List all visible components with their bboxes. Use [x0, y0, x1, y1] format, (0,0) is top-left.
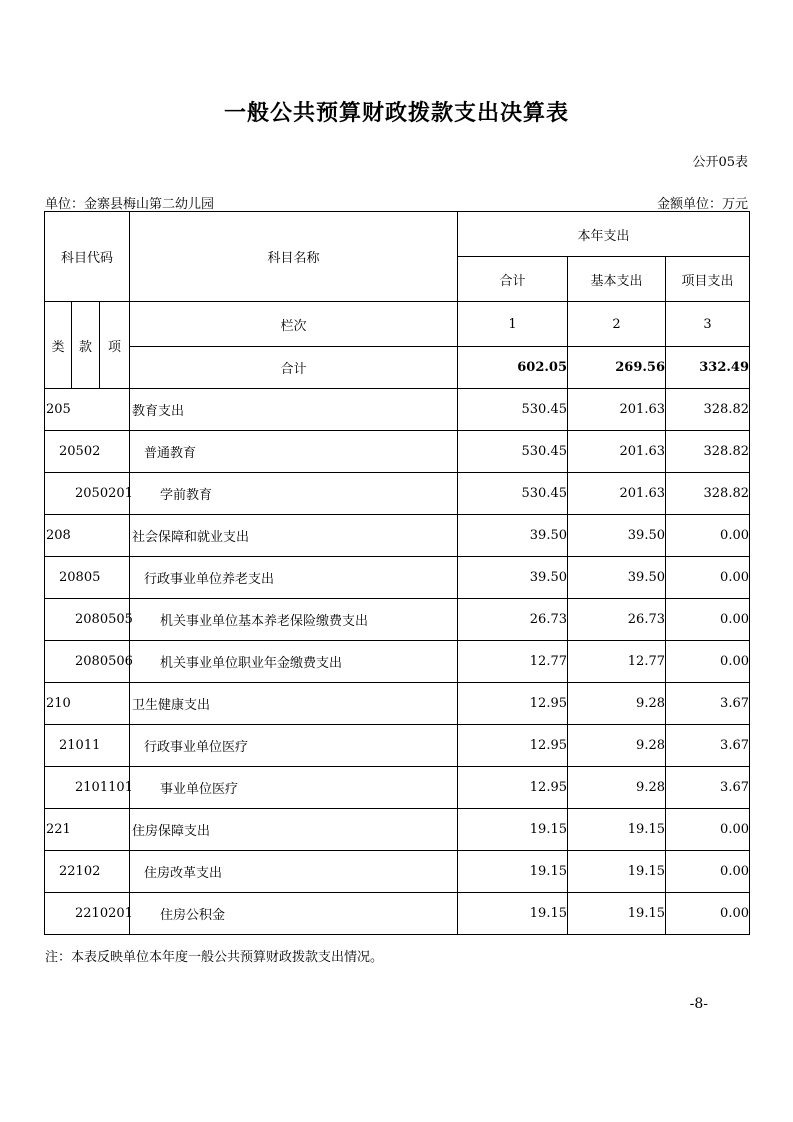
row-name: 行政事业单位医疗 — [130, 725, 458, 767]
row-project: 0.00 — [666, 893, 750, 935]
table-row — [45, 473, 750, 515]
row-code: 2050201 — [45, 473, 130, 515]
sum-label: 合计 — [130, 347, 458, 389]
row-total: 530.45 — [458, 389, 568, 431]
header-project: 项目支出 — [666, 257, 750, 302]
row-total: 39.50 — [458, 515, 568, 557]
row-project: 0.00 — [666, 641, 750, 683]
header-col1: 1 — [458, 302, 568, 347]
row-code: 21011 — [45, 725, 130, 767]
row-name: 学前教育 — [130, 473, 458, 515]
table-row — [45, 431, 750, 473]
row-project: 0.00 — [666, 851, 750, 893]
row-project: 328.82 — [666, 389, 750, 431]
row-project: 0.00 — [666, 557, 750, 599]
row-basic: 39.50 — [568, 515, 666, 557]
header-col2: 2 — [568, 302, 666, 347]
unit-label: 单位：金寨县梅山第二幼儿园 — [45, 197, 215, 212]
row-basic: 12.77 — [568, 641, 666, 683]
row-name: 住房保障支出 — [130, 809, 458, 851]
table-row — [45, 599, 750, 641]
table-row — [45, 515, 750, 557]
form-number: 公开05表 — [692, 155, 748, 170]
row-project: 3.67 — [666, 725, 750, 767]
row-name: 事业单位医疗 — [130, 767, 458, 809]
row-code: 22102 — [45, 851, 130, 893]
row-project: 328.82 — [666, 473, 750, 515]
row-total: 12.77 — [458, 641, 568, 683]
table-row — [45, 683, 750, 725]
header-col3: 3 — [666, 302, 750, 347]
row-basic: 201.63 — [568, 389, 666, 431]
row-name: 卫生健康支出 — [130, 683, 458, 725]
row-project: 3.67 — [666, 683, 750, 725]
row-code: 205 — [45, 389, 130, 431]
table-row — [45, 767, 750, 809]
row-total: 19.15 — [458, 851, 568, 893]
header-lei: 类 — [45, 302, 72, 389]
row-total: 530.45 — [458, 431, 568, 473]
table-row — [45, 641, 750, 683]
row-basic: 19.15 — [568, 851, 666, 893]
row-total: 19.15 — [458, 893, 568, 935]
row-code: 2101101 — [45, 767, 130, 809]
page-title: 一般公共预算财政拨款支出决算表 — [223, 100, 569, 126]
money-unit-label: 金额单位：万元 — [656, 197, 748, 212]
header-current-year: 本年支出 — [458, 212, 750, 257]
row-basic: 201.63 — [568, 473, 666, 515]
table-row — [45, 557, 750, 599]
row-name: 住房改革支出 — [130, 851, 458, 893]
sum-basic: 269.56 — [568, 347, 666, 389]
row-name: 教育支出 — [130, 389, 458, 431]
row-project: 0.00 — [666, 809, 750, 851]
expenditure-table — [44, 211, 750, 935]
row-code: 221 — [45, 809, 130, 851]
row-name: 社会保障和就业支出 — [130, 515, 458, 557]
sum-project: 332.49 — [666, 347, 750, 389]
row-total: 19.15 — [458, 809, 568, 851]
header-subject-name: 科目名称 — [130, 212, 458, 302]
table-row — [45, 389, 750, 431]
row-code: 20805 — [45, 557, 130, 599]
header-kuan: 款 — [72, 302, 100, 389]
row-total: 39.50 — [458, 557, 568, 599]
row-total: 26.73 — [458, 599, 568, 641]
table-note: 注：本表反映单位本年度一般公共预算财政拨款支出情况。 — [45, 950, 384, 965]
row-basic: 39.50 — [568, 557, 666, 599]
row-code: 2080505 — [45, 599, 130, 641]
row-name: 普通教育 — [130, 431, 458, 473]
row-name: 住房公积金 — [130, 893, 458, 935]
row-basic: 9.28 — [568, 725, 666, 767]
row-basic: 19.15 — [568, 809, 666, 851]
row-project: 328.82 — [666, 431, 750, 473]
page-number: -8- — [689, 996, 708, 1012]
row-basic: 9.28 — [568, 767, 666, 809]
header-column-order: 栏次 — [130, 302, 458, 347]
row-code: 2080506 — [45, 641, 130, 683]
row-basic: 9.28 — [568, 683, 666, 725]
row-total: 530.45 — [458, 473, 568, 515]
row-basic: 19.15 — [568, 893, 666, 935]
table-row — [45, 725, 750, 767]
row-basic: 26.73 — [568, 599, 666, 641]
header-basic: 基本支出 — [568, 257, 666, 302]
row-total: 12.95 — [458, 767, 568, 809]
table-row — [45, 851, 750, 893]
header-total: 合计 — [458, 257, 568, 302]
row-basic: 201.63 — [568, 431, 666, 473]
row-code: 2210201 — [45, 893, 130, 935]
row-total: 12.95 — [458, 683, 568, 725]
sum-total: 602.05 — [458, 347, 568, 389]
row-code: 210 — [45, 683, 130, 725]
row-code: 208 — [45, 515, 130, 557]
row-project: 0.00 — [666, 599, 750, 641]
row-name: 机关事业单位基本养老保险缴费支出 — [130, 599, 458, 641]
row-name: 机关事业单位职业年金缴费支出 — [130, 641, 458, 683]
row-total: 12.95 — [458, 725, 568, 767]
header-xiang: 项 — [100, 302, 130, 389]
row-project: 3.67 — [666, 767, 750, 809]
row-project: 0.00 — [666, 515, 750, 557]
row-name: 行政事业单位养老支出 — [130, 557, 458, 599]
table-row — [45, 809, 750, 851]
table-row — [45, 893, 750, 935]
header-subject-code: 科目代码 — [45, 212, 130, 302]
row-code: 20502 — [45, 431, 130, 473]
